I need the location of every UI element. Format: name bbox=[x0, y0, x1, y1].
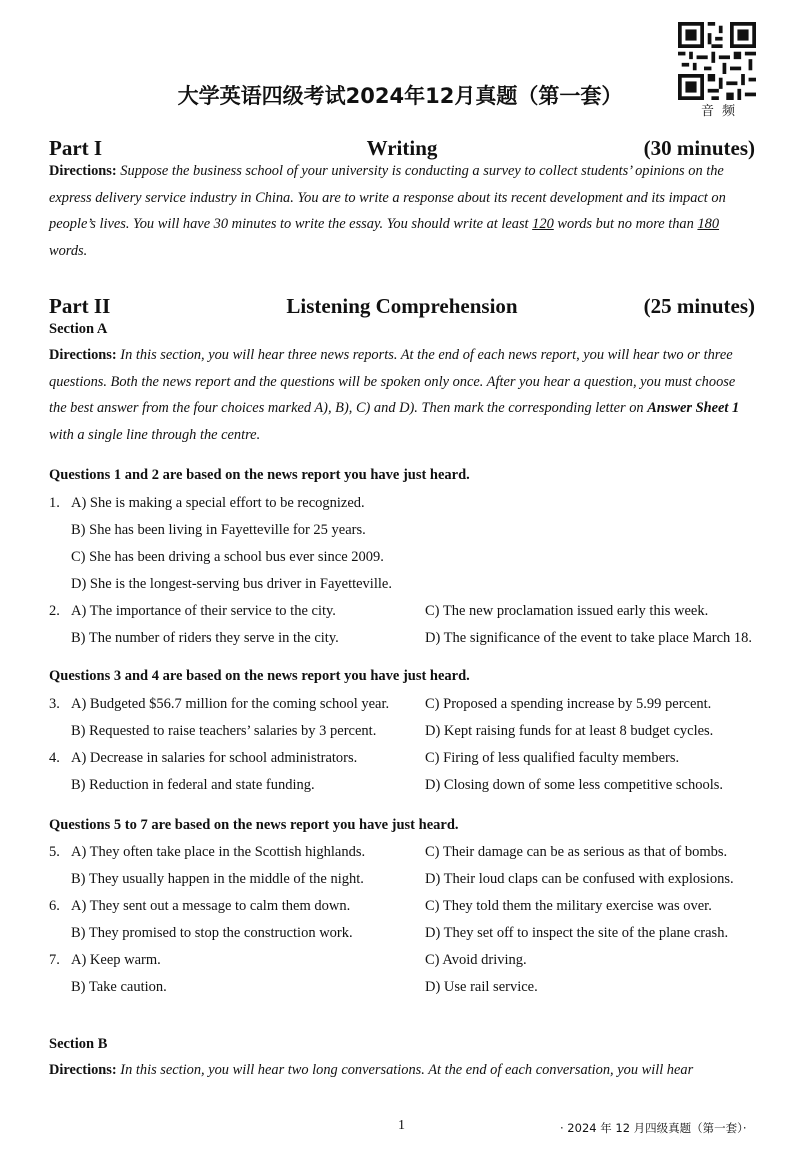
q6-option-c[interactable]: C) They told them the military exercise was over. bbox=[425, 898, 712, 914]
q7-option-a[interactable]: A) Keep warm. bbox=[71, 952, 161, 968]
q1-option-a[interactable]: A) She is making a special effort to be recognized. bbox=[71, 495, 365, 511]
part1-directions-label: Directions: bbox=[49, 163, 117, 179]
question-group-1-heading: Questions 1 and 2 are based on the news report you have just heard. bbox=[49, 467, 470, 483]
q4-option-a[interactable]: A) Decrease in salaries for school administrators. bbox=[71, 750, 358, 766]
part2-label: Part II bbox=[49, 294, 111, 318]
footer-exam-label: · 2024 年 12 月四级真题（第一套）· bbox=[560, 1121, 747, 1135]
q2-number: 2. bbox=[49, 603, 60, 619]
q7-number: 7. bbox=[49, 952, 60, 968]
part1-label: Part I bbox=[49, 136, 103, 160]
q1-option-b[interactable]: B) She has been living in Fayetteville for 25 years. bbox=[71, 522, 366, 538]
q4-number: 4. bbox=[49, 750, 60, 766]
answer-sheet-ref: Answer Sheet 1 bbox=[647, 400, 740, 417]
q7-option-b[interactable]: B) Take caution. bbox=[71, 979, 167, 995]
q5-number: 5. bbox=[49, 844, 60, 860]
part2-time: (25 minutes) bbox=[643, 294, 755, 318]
q3-option-a[interactable]: A) Budgeted $56.7 million for the coming school year. bbox=[71, 696, 390, 712]
q6-option-b[interactable]: B) They promised to stop the construction work. bbox=[71, 925, 353, 941]
part1-max-words: 180 bbox=[697, 216, 720, 233]
part2-directions-label: Directions: bbox=[49, 347, 117, 363]
q2-option-d[interactable]: D) The significance of the event to take place March 18. bbox=[425, 630, 753, 646]
section-b-directions-text: In this section, you will hear two long conversations. At the end of each conversation, you will hear bbox=[120, 1062, 694, 1078]
q5-option-d[interactable]: D) Their loud claps can be confused with explosions. bbox=[425, 871, 734, 887]
q2-option-a[interactable]: A) The importance of their service to the city. bbox=[71, 603, 336, 619]
question-group-3-heading: Questions 5 to 7 are based on the news report you have just heard. bbox=[49, 817, 459, 833]
part2-directions-text-b: with a single line through the centre. bbox=[49, 426, 261, 443]
q1-option-d[interactable]: D) She is the longest-serving bus driver in Fayetteville. bbox=[71, 576, 392, 592]
q5-option-c[interactable]: C) Their damage can be as serious as that of bombs. bbox=[425, 844, 728, 860]
qr-code-icon bbox=[678, 22, 756, 100]
part1-directions-text-b: words but no more than bbox=[557, 216, 694, 233]
q3-option-c[interactable]: C) Proposed a spending increase by 5.99 percent. bbox=[425, 696, 712, 712]
q1-number: 1. bbox=[49, 495, 60, 511]
q4-option-c[interactable]: C) Firing of less qualified faculty members. bbox=[425, 750, 680, 766]
q3-number: 3. bbox=[49, 696, 60, 712]
q6-option-d[interactable]: D) They set off to inspect the site of the plane crash. bbox=[425, 925, 729, 941]
q5-option-b[interactable]: B) They usually happen in the middle of the night. bbox=[71, 871, 364, 887]
q5-option-a[interactable]: A) They often take place in the Scottish highlands. bbox=[71, 844, 366, 860]
q7-option-c[interactable]: C) Avoid driving. bbox=[425, 952, 527, 968]
q4-option-d[interactable]: D) Closing down of some less competitive schools. bbox=[425, 777, 724, 793]
qr-label: 音频 bbox=[700, 103, 743, 118]
part1-directions bbox=[49, 158, 756, 264]
question-group-2-heading: Questions 3 and 4 are based on the news report you have just heard. bbox=[49, 668, 470, 684]
q1-option-c[interactable]: C) She has been driving a school bus ever since 2009. bbox=[71, 549, 384, 565]
q4-option-b[interactable]: B) Reduction in federal and state funding. bbox=[71, 777, 315, 793]
section-b-directions bbox=[49, 1057, 756, 1084]
section-b-heading: Section B bbox=[49, 1036, 108, 1052]
q7-option-d[interactable]: D) Use rail service. bbox=[425, 979, 538, 995]
q2-option-c[interactable]: C) The new proclamation issued early this week. bbox=[425, 603, 709, 619]
part2-name: Listening Comprehension bbox=[286, 294, 518, 318]
part1-min-words: 120 bbox=[532, 216, 554, 233]
q6-number: 6. bbox=[49, 898, 60, 914]
exam-title: 大学英语四级考试2024年12月真题（第一套） bbox=[177, 84, 623, 108]
part2-directions-text-a: In this section, you will hear three news reports. At the end of each news report, you will hear two or three questions. Both the news report and the questions will be spoken only once. After you hear a question, you must choose the best answer from the four choices marked A), B), C) and D). Then mark the corresponding letter on bbox=[49, 347, 736, 417]
part2-directions bbox=[49, 342, 756, 448]
page-number: 1 bbox=[398, 1118, 405, 1133]
section-b-directions-label: Directions: bbox=[49, 1062, 117, 1078]
part1-directions-text-c: words. bbox=[49, 242, 88, 259]
part1-name: Writing bbox=[366, 136, 438, 160]
part1-directions-text-a: Suppose the business school of your university is conducting a survey to collect students’ opinions on the express delivery service industry in China. You are to write a response about its recent development and its impact on people’s lives. You will have 30 minutes to write the essay. You should write at least bbox=[49, 163, 726, 233]
q2-option-b[interactable]: B) The number of riders they serve in the city. bbox=[71, 630, 339, 646]
part1-time: (30 minutes) bbox=[643, 136, 755, 160]
q6-option-a[interactable]: A) They sent out a message to calm them down. bbox=[71, 898, 351, 914]
q3-option-d[interactable]: D) Kept raising funds for at least 8 budget cycles. bbox=[425, 723, 714, 739]
q3-option-b[interactable]: B) Requested to raise teachers’ salaries by 3 percent. bbox=[71, 723, 377, 739]
section-a-heading: Section A bbox=[49, 321, 108, 337]
